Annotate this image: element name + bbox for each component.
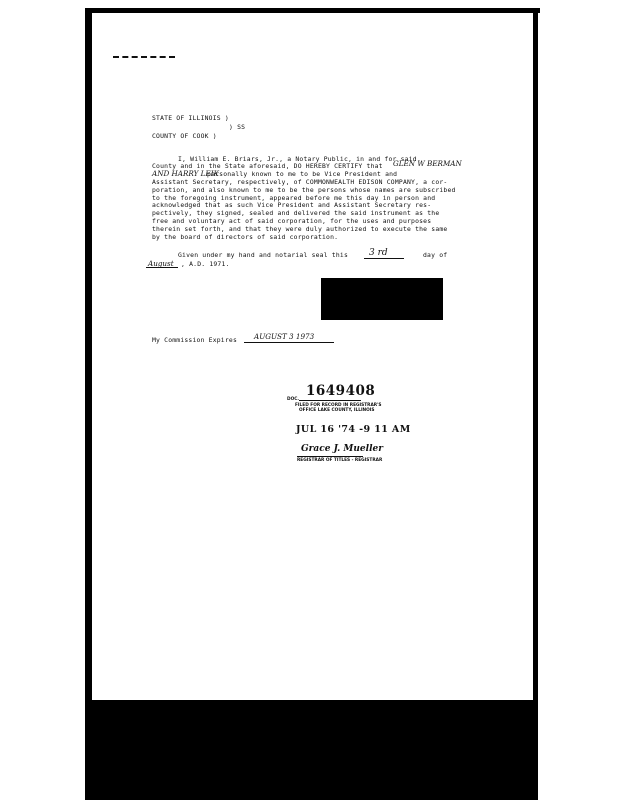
registrar-signature: Grace J. Mueller — [301, 444, 383, 454]
handwritten-name-1: GLEN W BERMAN — [393, 159, 462, 168]
certify-line-11: by the board of directors of said corporation. — [152, 233, 339, 241]
ss-line: ) SS — [229, 123, 246, 131]
certify-line-6: to the foregoing instrument, appeared before me this day in person and — [152, 194, 436, 202]
handwritten-commission-date: AUGUST 3 1973 — [254, 332, 315, 341]
certify-line-3: personally known to me to be Vice President and — [207, 170, 398, 178]
scan-artifact-mark — [113, 56, 175, 61]
handwritten-day: 3 rd — [369, 248, 388, 258]
stamp-office-line: OFFICE LAKE COUNTY, ILLINOIS — [299, 408, 375, 413]
handwritten-name-2: AND HARRY LEIK — [152, 169, 219, 178]
state-line: STATE OF ILLINOIS ) — [152, 114, 229, 122]
certify-line-1: I, William E. Briars, Jr., a Notary Public, in and for said — [178, 155, 417, 163]
stamp-filed-line: FILED FOR RECORD IN REGISTRAR'S — [295, 403, 382, 408]
certify-line-2: County and in the State aforesaid, DO HEREBY CERTIFY that — [152, 162, 383, 170]
scan-bottom-band — [85, 700, 538, 800]
certify-line-9: free and voluntary act of said corporation, for the uses and purposes — [152, 217, 432, 225]
day-underline — [364, 258, 404, 259]
handwritten-month: August — [148, 259, 174, 268]
certify-line-7: acknowledged that as such Vice President and Assistant Secretary res- — [152, 201, 432, 209]
redacted-block — [321, 278, 443, 320]
doc-label: DOC. — [287, 397, 300, 402]
year-line: , A.D. 1971. — [181, 260, 230, 268]
county-line: COUNTY OF COOK ) — [152, 132, 217, 140]
certify-line-5: poration, and also known to me to be the persons whose names are subscribed — [152, 186, 456, 194]
stamp-date: JUL 16 '74 -9 11 AM — [296, 424, 411, 435]
certify-line-4: Assistant Secretary, respectively, of COMMONWEALTH EDISON COMPANY, a cor- — [152, 178, 448, 186]
doc-underline — [299, 400, 361, 401]
commission-underline — [244, 342, 334, 343]
document-number: 1649408 — [306, 383, 376, 399]
scan-border-left — [85, 8, 92, 800]
certify-line-8: pectively, they signed, sealed and delivered the said instrument as the — [152, 209, 440, 217]
certify-line-10: therein set forth, and that they were duly authorized to execute the same — [152, 225, 448, 233]
commission-label: My Commission Expires — [152, 336, 237, 344]
scan-border-top — [85, 8, 540, 13]
signature-underline — [297, 456, 363, 457]
stamp-registrar-line: REGISTRAR OF TITLES - REGISTRAR — [297, 458, 383, 463]
given-under-line: Given under my hand and notarial seal this — [178, 251, 348, 259]
scan-border-right — [533, 8, 538, 800]
month-underline — [146, 267, 178, 268]
day-of-label: day of — [423, 251, 448, 259]
